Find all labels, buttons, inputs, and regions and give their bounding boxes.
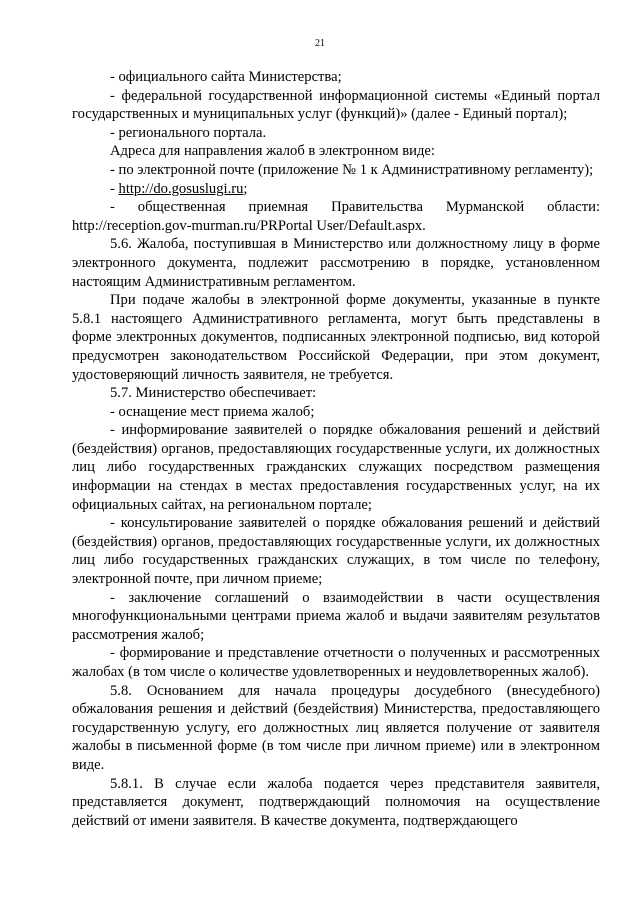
- paragraph: 5.6. Жалоба, поступившая в Министерство или должностному лицу в форме электронного документа, подлежит рассмотрению в порядке, установленном настоящим Административным регламентом.: [72, 236, 600, 290]
- paragraph: При подаче жалобы в электронной форме документы, указанные в пункте 5.8.1 настоящего Административного регламента, могут быть представлены в форме электронных документов, подписанных электронной подписью, вид которой предусмотрен законодательством Российской Федерации, при этом документ, удостоверяющий личность заявителя, не требуется.: [72, 292, 600, 383]
- paragraph: - регионального портала.: [110, 124, 267, 141]
- link-suffix: ;: [243, 180, 248, 197]
- paragraph: 5.8. Основанием для начала процедуры досудебного (внесудебного) обжалования решения и действий (бездействия) Министерства, предоставляющего государственную услугу, его должностных лиц является получение от заявителя жалобы в письменной форме (в том числе при личном приеме) или в электронном виде.: [72, 682, 600, 773]
- paragraph: Адреса для направления жалоб в электронном виде:: [110, 143, 435, 160]
- paragraph: - оснащение мест приема жалоб;: [110, 403, 315, 420]
- link-prefix: -: [110, 180, 119, 197]
- paragraph: - официального сайта Министерства;: [110, 69, 342, 85]
- paragraph: 5.7. Министерство обеспечивает:: [110, 385, 317, 402]
- paragraph: - заключение соглашений о взаимодействии в части осуществления многофункциональными центрами приема жалоб и выдачи заявителям результатов рассмотрения жалоб;: [72, 589, 600, 643]
- paragraph: - общественная приемная Правительства Мурманской области: http://reception.gov-murman.ru/PRPortal User/Default.aspx.: [72, 199, 600, 234]
- paragraph: - информирование заявителей о порядке обжалования решений и действий (бездействия) органов, предоставляющих государственные услуги, их должностных лиц либо государственных гражданских служащих посредством размещения информации на стендах в местах предоставления государственных услуг, на их официальных сайтах, на региональном портале;: [72, 422, 600, 513]
- paragraph: - по электронной почте (приложение № 1 к Административному регламенту);: [110, 161, 594, 178]
- paragraph: - формирование и представление отчетности о полученных и рассмотренных жалобах (в том числе о количестве удовлетворенных и неудовлетворенных жалоб).: [72, 645, 600, 680]
- gosuslugi-link[interactable]: http://do.gosuslugi.ru: [118, 180, 244, 197]
- paragraph: 5.8.1. В случае если жалоба подается через представителя заявителя, представляется документ, подтверждающий полномочия на осуществление действий от имени заявителя. В качестве документа, подтверждающего: [72, 775, 600, 829]
- paragraph: - федеральной государственной информационной системы «Единый портал государственных и муниципальных услуг (функций)» (далее - Единый портал);: [72, 87, 600, 123]
- document-body: [72, 68, 600, 830]
- page-number: 21: [315, 38, 325, 49]
- paragraph: - консультирование заявителей о порядке обжалования решений и действий (бездействия) органов, предоставляющих государственные услуги, их должностных лиц либо государственных гражданских служащих, в том числе по телефону, электронной почте, при личном приеме;: [72, 515, 600, 588]
- paragraph-link-item: [72, 180, 600, 199]
